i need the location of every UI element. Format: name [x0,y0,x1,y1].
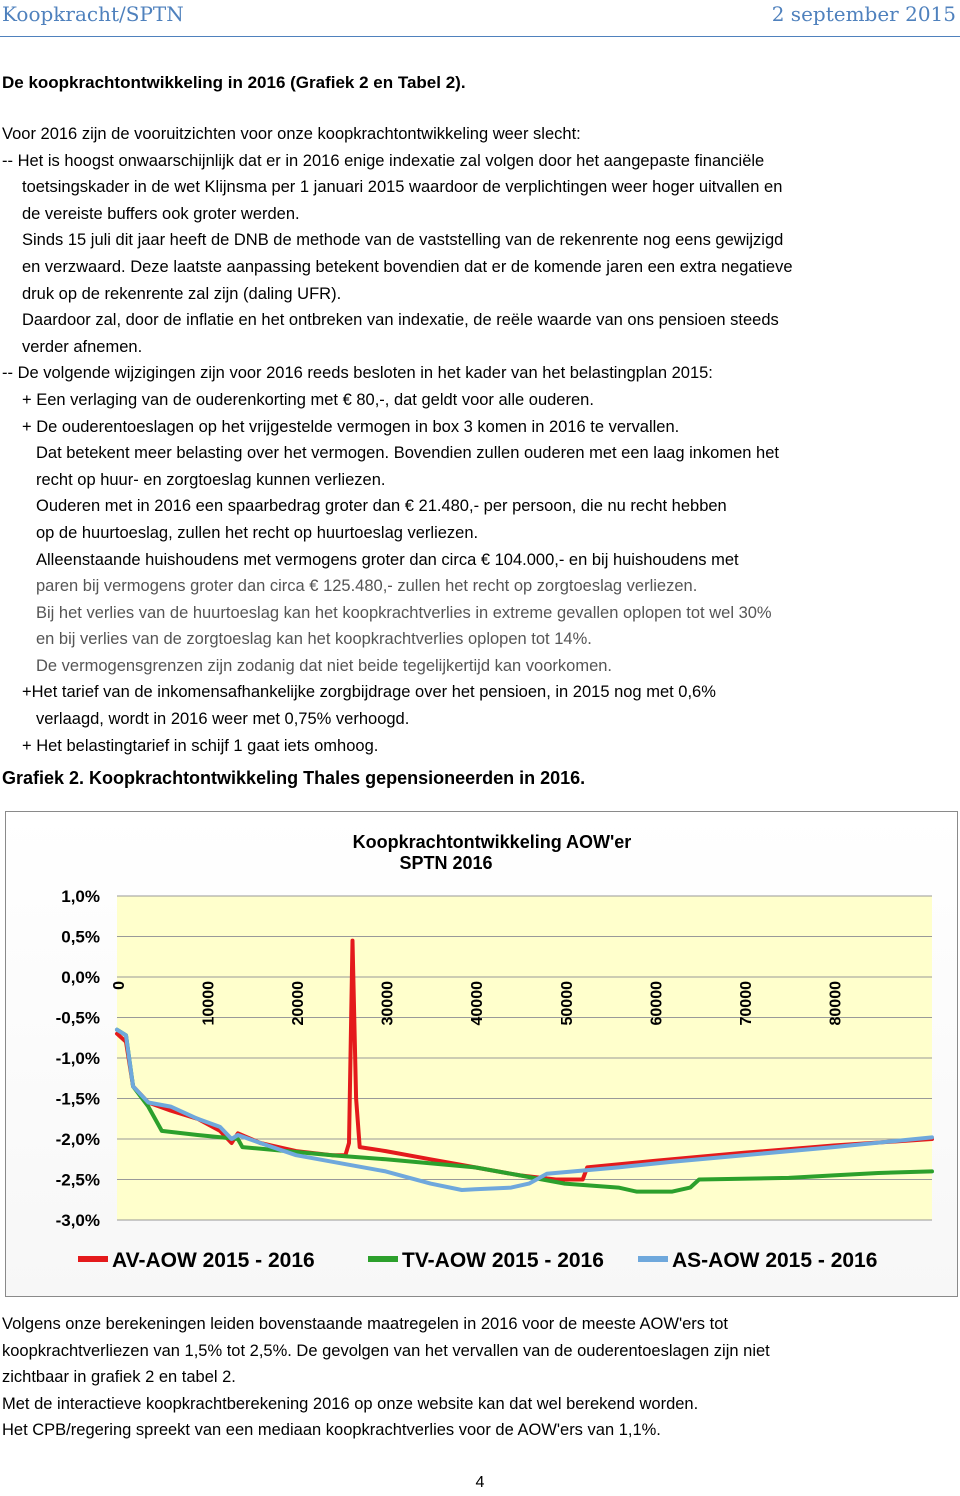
legend-label: AS-AOW 2015 - 2016 [672,1249,878,1272]
body-line: en bij verlies van de zorgtoeslag kan het koopkrachtverlies oplopen tot 14%. [36,630,592,649]
x-tick-label: 70000 [737,981,755,1026]
body-line: druk op de rekenrente zal zijn (daling UFR). [22,284,342,303]
body-line: + Een verlaging van de ouderenkorting met € 80,-, dat geldt voor alle ouderen. [22,390,594,409]
chart [5,811,958,1297]
closing-line: Met de interactieve koopkrachtberekening 2016 op onze website kan dat wel berekend worden. [2,1394,699,1413]
page-header [0,0,960,30]
y-tick-label: -0,5% [55,1008,100,1028]
body-line: verder afnemen. [22,337,143,356]
body-line: Ouderen met in 2016 een spaarbedrag groter dan € 21.480,- per persoon, die nu recht hebben [36,497,727,516]
body-line: de vereiste buffers ook groter werden. [22,204,300,223]
closing-line: koopkrachtverliezen van 1,5% tot 2,5%. De gevolgen van het vervallen van de ouderentoeslagen zijn niet [2,1341,770,1360]
page-number: 4 [475,1474,485,1491]
header-left: Koopkracht/SPTN [2,2,184,26]
y-tick-label: 1,0% [61,887,100,906]
y-tick-label: -2,5% [55,1170,100,1190]
header-date: 2 september 2015 [771,2,956,26]
y-tick-label: -3,0% [55,1211,100,1230]
body-line: +Het tarief van de inkomensafhankelijke zorgbijdrage over het pensioen, in 2015 nog met 0,6% [22,683,716,702]
body-line: verlaagd, wordt in 2016 weer met 0,75% verhoogd. [36,710,410,729]
header-rule [0,36,960,37]
x-tick-label: 40000 [469,981,487,1026]
body-line: Bij het verlies van de huurtoeslag kan het koopkrachtverlies in extreme gevallen oplopen tot wel 30% [36,603,772,622]
body-text [2,121,954,759]
legend-label: AV-AOW 2015 - 2016 [112,1249,315,1272]
closing-line: Volgens onze berekeningen leiden bovenstaande maatregelen in 2016 voor de meeste AOW'ers tot [2,1315,728,1333]
x-tick-label: 50000 [558,981,576,1026]
section-heading: De koopkrachtontwikkeling in 2016 (Grafiek 2 en Tabel 2). [2,73,466,92]
body-line: Daardoor zal, door de inflatie en het ontbreken van indexatie, de reële waarde van ons pensioen steeds [22,311,779,330]
closing-line: Het CPB/regering spreekt van een mediaan koopkrachtverlies voor de AOW'ers van 1,1%. [2,1421,661,1440]
body-line: toetsingskader in de wet Klijnsma per 1 januari 2015 waardoor de verplichtingen weer hoger uitvallen en [22,178,783,197]
x-tick-label: 30000 [379,981,397,1026]
body-line: Voor 2016 zijn de vooruitzichten voor onze koopkrachtontwikkeling weer slecht: [2,125,581,143]
body-line: Dat betekent meer belasting over het vermogen. Bovendien zullen ouderen met een laag inkomen het [36,444,779,463]
y-tick-label: 0,5% [61,927,100,947]
body-line: en verzwaard. Deze laatste aanpassing betekent bovendien dat er de komende jaren een extra negatieve [22,257,793,276]
closing-line: zichtbaar in grafiek 2 en tabel 2. [2,1368,236,1387]
y-tick-label: -1,0% [55,1049,100,1068]
x-tick-label: 20000 [290,981,308,1026]
chart-title: Koopkrachtontwikkeling AOW'er [352,832,632,852]
body-line: op de huurtoeslag, zullen het recht op huurtoeslag verliezen. [36,523,479,542]
y-tick-label: -1,5% [55,1089,100,1109]
y-tick-label: -2,0% [55,1130,100,1149]
x-tick-label: 80000 [827,981,845,1026]
body-line: recht op huur- en zorgtoeslag kunnen verliezen. [36,470,386,489]
chart-svg [6,812,959,1298]
body-line: -- Het is hoogst onwaarschijnlijk dat er in 2016 enige indexatie zal volgen door het aangepaste financiële [2,151,765,170]
figure-title: Grafiek 2. Koopkrachtontwikkeling Thales gepensioneerden in 2016. [2,768,586,788]
legend-label: TV-AOW 2015 - 2016 [402,1249,604,1272]
x-tick-label: 10000 [200,981,218,1026]
x-tick-label: 60000 [648,981,666,1026]
body-line: -- De volgende wijzigingen zijn voor 2016 reeds besloten in het kader van het belastingplan 2015: [2,364,713,383]
body-line: + De ouderentoeslagen op het vrijgestelde vermogen in box 3 komen in 2016 te vervallen. [22,417,680,436]
body-line: Alleenstaande huishoudens met vermogens groter dan circa € 104.000,- en bij huishoudens met [36,550,739,569]
body-line: Sinds 15 juli dit jaar heeft de DNB de methode van de vaststelling van de rekenrente nog eens gewijzigd [22,231,784,250]
body-line: + Het belastingtarief in schijf 1 gaat iets omhoog. [22,736,379,755]
chart-subtitle: SPTN 2016 [399,853,493,873]
y-tick-label: 0,0% [61,968,100,987]
body-line: De vermogensgrenzen zijn zodanig dat niet beide tegelijkertijd kan voorkomen. [36,656,613,675]
closing-text [2,1311,954,1444]
body-line: paren bij vermogens groter dan circa € 125.480,- zullen het recht op zorgtoeslag verliezen. [36,577,698,596]
x-tick-label: 0 [111,981,128,990]
